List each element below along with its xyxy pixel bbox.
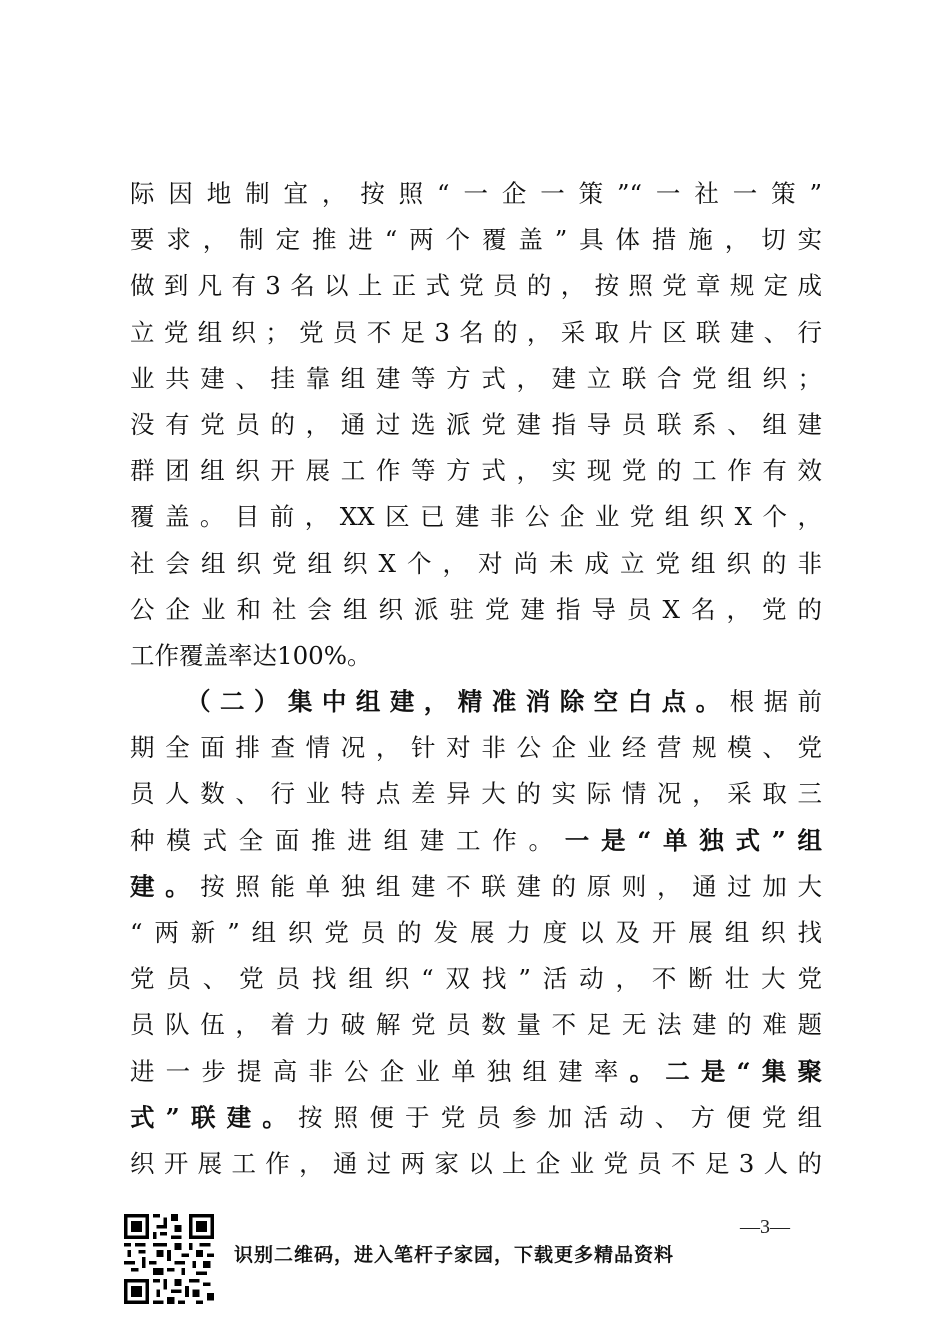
text-line: 立党组织；党员不足3名的，采取片区联建、行 bbox=[130, 317, 822, 347]
text-run: 按照便于党员参加活动、方便党组 bbox=[298, 1102, 823, 1132]
body-text bbox=[130, 171, 822, 1187]
text-run: 根据前 bbox=[729, 687, 823, 717]
section-heading: （二）集中组建，精准消除空白点。 bbox=[186, 687, 730, 717]
section-heading-line bbox=[130, 679, 822, 725]
text-line bbox=[130, 818, 822, 864]
qr-caption: 识别二维码，进入笔杆子家园，下载更多精品资料 bbox=[234, 1244, 675, 1266]
text-run: 按照能单独组建不联建的原则，通过加大 bbox=[200, 871, 823, 901]
text-line: 要求，制定推进“两个覆盖”具体措施，切实 bbox=[130, 225, 822, 255]
text-line: 公企业和社会组织派驻党建指导员X名，党的 bbox=[130, 594, 822, 624]
text-line: 群团组织开展工作等方式，实现党的工作有效 bbox=[130, 456, 822, 486]
text-line: 员队伍，着力破解党员数量不足无法建的难题 bbox=[130, 1010, 822, 1040]
text-line: 做到凡有3名以上正式党员的，按照党章规定成 bbox=[130, 271, 822, 301]
text-line: 际因地制宜，按照“一企一策”“一社一策” bbox=[130, 179, 822, 208]
bold-run: 一是“单独式”组 bbox=[564, 825, 823, 855]
text-line: 期全面排查情况，针对非公企业经营规模、党 bbox=[130, 733, 822, 763]
text-line: 党员、党员找组织“双找”活动，不断壮大党 bbox=[130, 964, 822, 994]
text-line: 织开展工作，通过两家以上企业党员不足3人的 bbox=[130, 1148, 822, 1178]
text-line: 没有党员的，通过选派党建指导员联系、组建 bbox=[130, 409, 822, 439]
text-line bbox=[130, 864, 822, 910]
text-line bbox=[130, 1095, 822, 1141]
text-run: 进一步提高非公企业单独组建率 bbox=[130, 1056, 630, 1086]
bold-run: 。二是“集聚 bbox=[629, 1056, 823, 1086]
bold-run: 建。 bbox=[130, 871, 201, 901]
qr-code-icon[interactable] bbox=[124, 1214, 214, 1304]
text-run: 种模式全面推进组建工作。 bbox=[130, 825, 565, 855]
bold-run: 式”联建。 bbox=[130, 1102, 298, 1132]
text-line bbox=[130, 1049, 822, 1095]
text-line: 员人数、行业特点差异大的实际情况，采取三 bbox=[130, 779, 822, 809]
text-line: 覆盖。目前，XX区已建非公企业党组织X个， bbox=[130, 502, 822, 532]
text-line: “两新”组织党员的发展力度以及开展组织找 bbox=[130, 918, 822, 947]
text-line: 社会组织党组织X个，对尚未成立党组织的非 bbox=[130, 548, 822, 578]
text-line: 业共建、挂靠组建等方式，建立联合党组织； bbox=[130, 363, 822, 393]
page-number: —3— bbox=[740, 1216, 790, 1238]
text-line: 工作覆盖率达100%。 bbox=[130, 640, 372, 670]
